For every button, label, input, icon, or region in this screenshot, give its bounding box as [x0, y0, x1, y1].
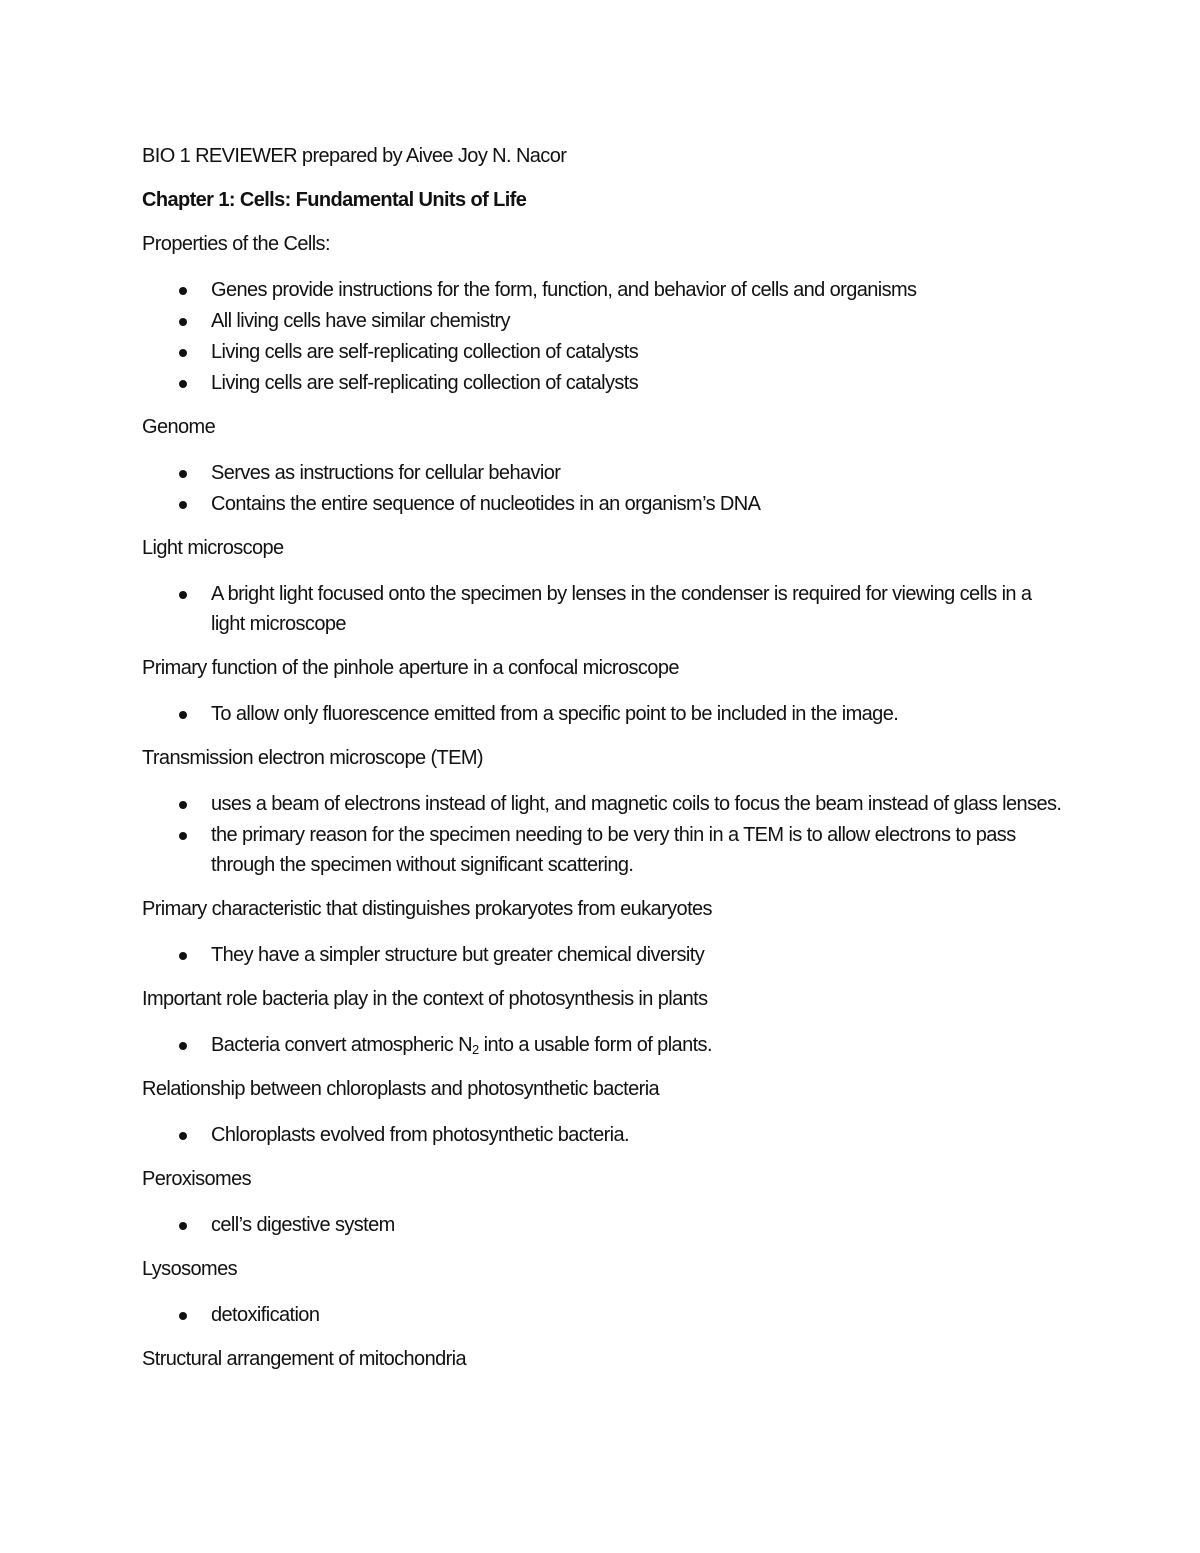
list-item: Serves as instructions for cellular behavior	[211, 458, 1062, 488]
document-body	[142, 141, 1062, 1390]
list-item: Chloroplasts evolved from photosynthetic bacteria.	[211, 1120, 1062, 1150]
subscript: 2	[472, 1042, 479, 1057]
bullet-list	[142, 1300, 1062, 1330]
bullet-list	[142, 1210, 1062, 1240]
section-heading: Relationship between chloroplasts and photosynthetic bacteria	[142, 1078, 660, 1100]
list-item-text: into a usable form of plants.	[478, 1034, 712, 1056]
section-heading: Light microscope	[142, 537, 284, 559]
list-item: Living cells are self-replicating collection of catalysts	[211, 337, 1062, 367]
section-heading: Properties of the Cells:	[142, 233, 330, 255]
section-heading: Peroxisomes	[142, 1168, 251, 1190]
list-item: They have a simpler structure but greater chemical diversity	[211, 940, 1062, 970]
list-item: Genes provide instructions for the form, function, and behavior of cells and organisms	[211, 275, 1062, 305]
list-item: cell’s digestive system	[211, 1210, 1062, 1240]
list-item	[211, 1030, 1062, 1060]
section-heading: Lysosomes	[142, 1258, 238, 1280]
section-heading: Structural arrangement of mitochondria	[142, 1348, 467, 1370]
list-item: detoxification	[211, 1300, 1062, 1330]
bullet-list	[142, 699, 1062, 729]
section-heading: Transmission electron microscope (TEM)	[142, 747, 483, 769]
chapter-heading: Chapter 1: Cells: Fundamental Units of Life	[142, 189, 527, 211]
list-item: A bright light focused onto the specimen by lenses in the condenser is required for viewing cells in a light microscope	[211, 579, 1062, 639]
document-title: BIO 1 REVIEWER prepared by Aivee Joy N. Nacor	[142, 145, 567, 167]
list-item: the primary reason for the specimen needing to be very thin in a TEM is to allow electrons to pass through the specimen without significant scattering.	[211, 820, 1062, 880]
bullet-list	[142, 275, 1062, 398]
bullet-list	[142, 579, 1062, 639]
section-heading: Genome	[142, 416, 216, 438]
bullet-list	[142, 1120, 1062, 1150]
list-item-text: Bacteria convert atmospheric N	[211, 1034, 473, 1056]
bullet-list	[142, 1030, 1062, 1060]
bullet-list	[142, 940, 1062, 970]
bullet-list	[142, 458, 1062, 519]
section-heading: Primary characteristic that distinguishes prokaryotes from eukaryotes	[142, 898, 712, 920]
list-item: uses a beam of electrons instead of light, and magnetic coils to focus the beam instead of glass lenses.	[211, 789, 1062, 819]
list-item: Contains the entire sequence of nucleotides in an organism’s DNA	[211, 489, 1062, 519]
section-heading: Primary function of the pinhole aperture in a confocal microscope	[142, 657, 679, 679]
list-item: Living cells are self-replicating collection of catalysts	[211, 368, 1062, 398]
section-heading: Important role bacteria play in the context of photosynthesis in plants	[142, 988, 708, 1010]
bullet-list	[142, 789, 1062, 880]
list-item: All living cells have similar chemistry	[211, 306, 1062, 336]
list-item: To allow only fluorescence emitted from a specific point to be included in the image.	[211, 699, 1062, 729]
